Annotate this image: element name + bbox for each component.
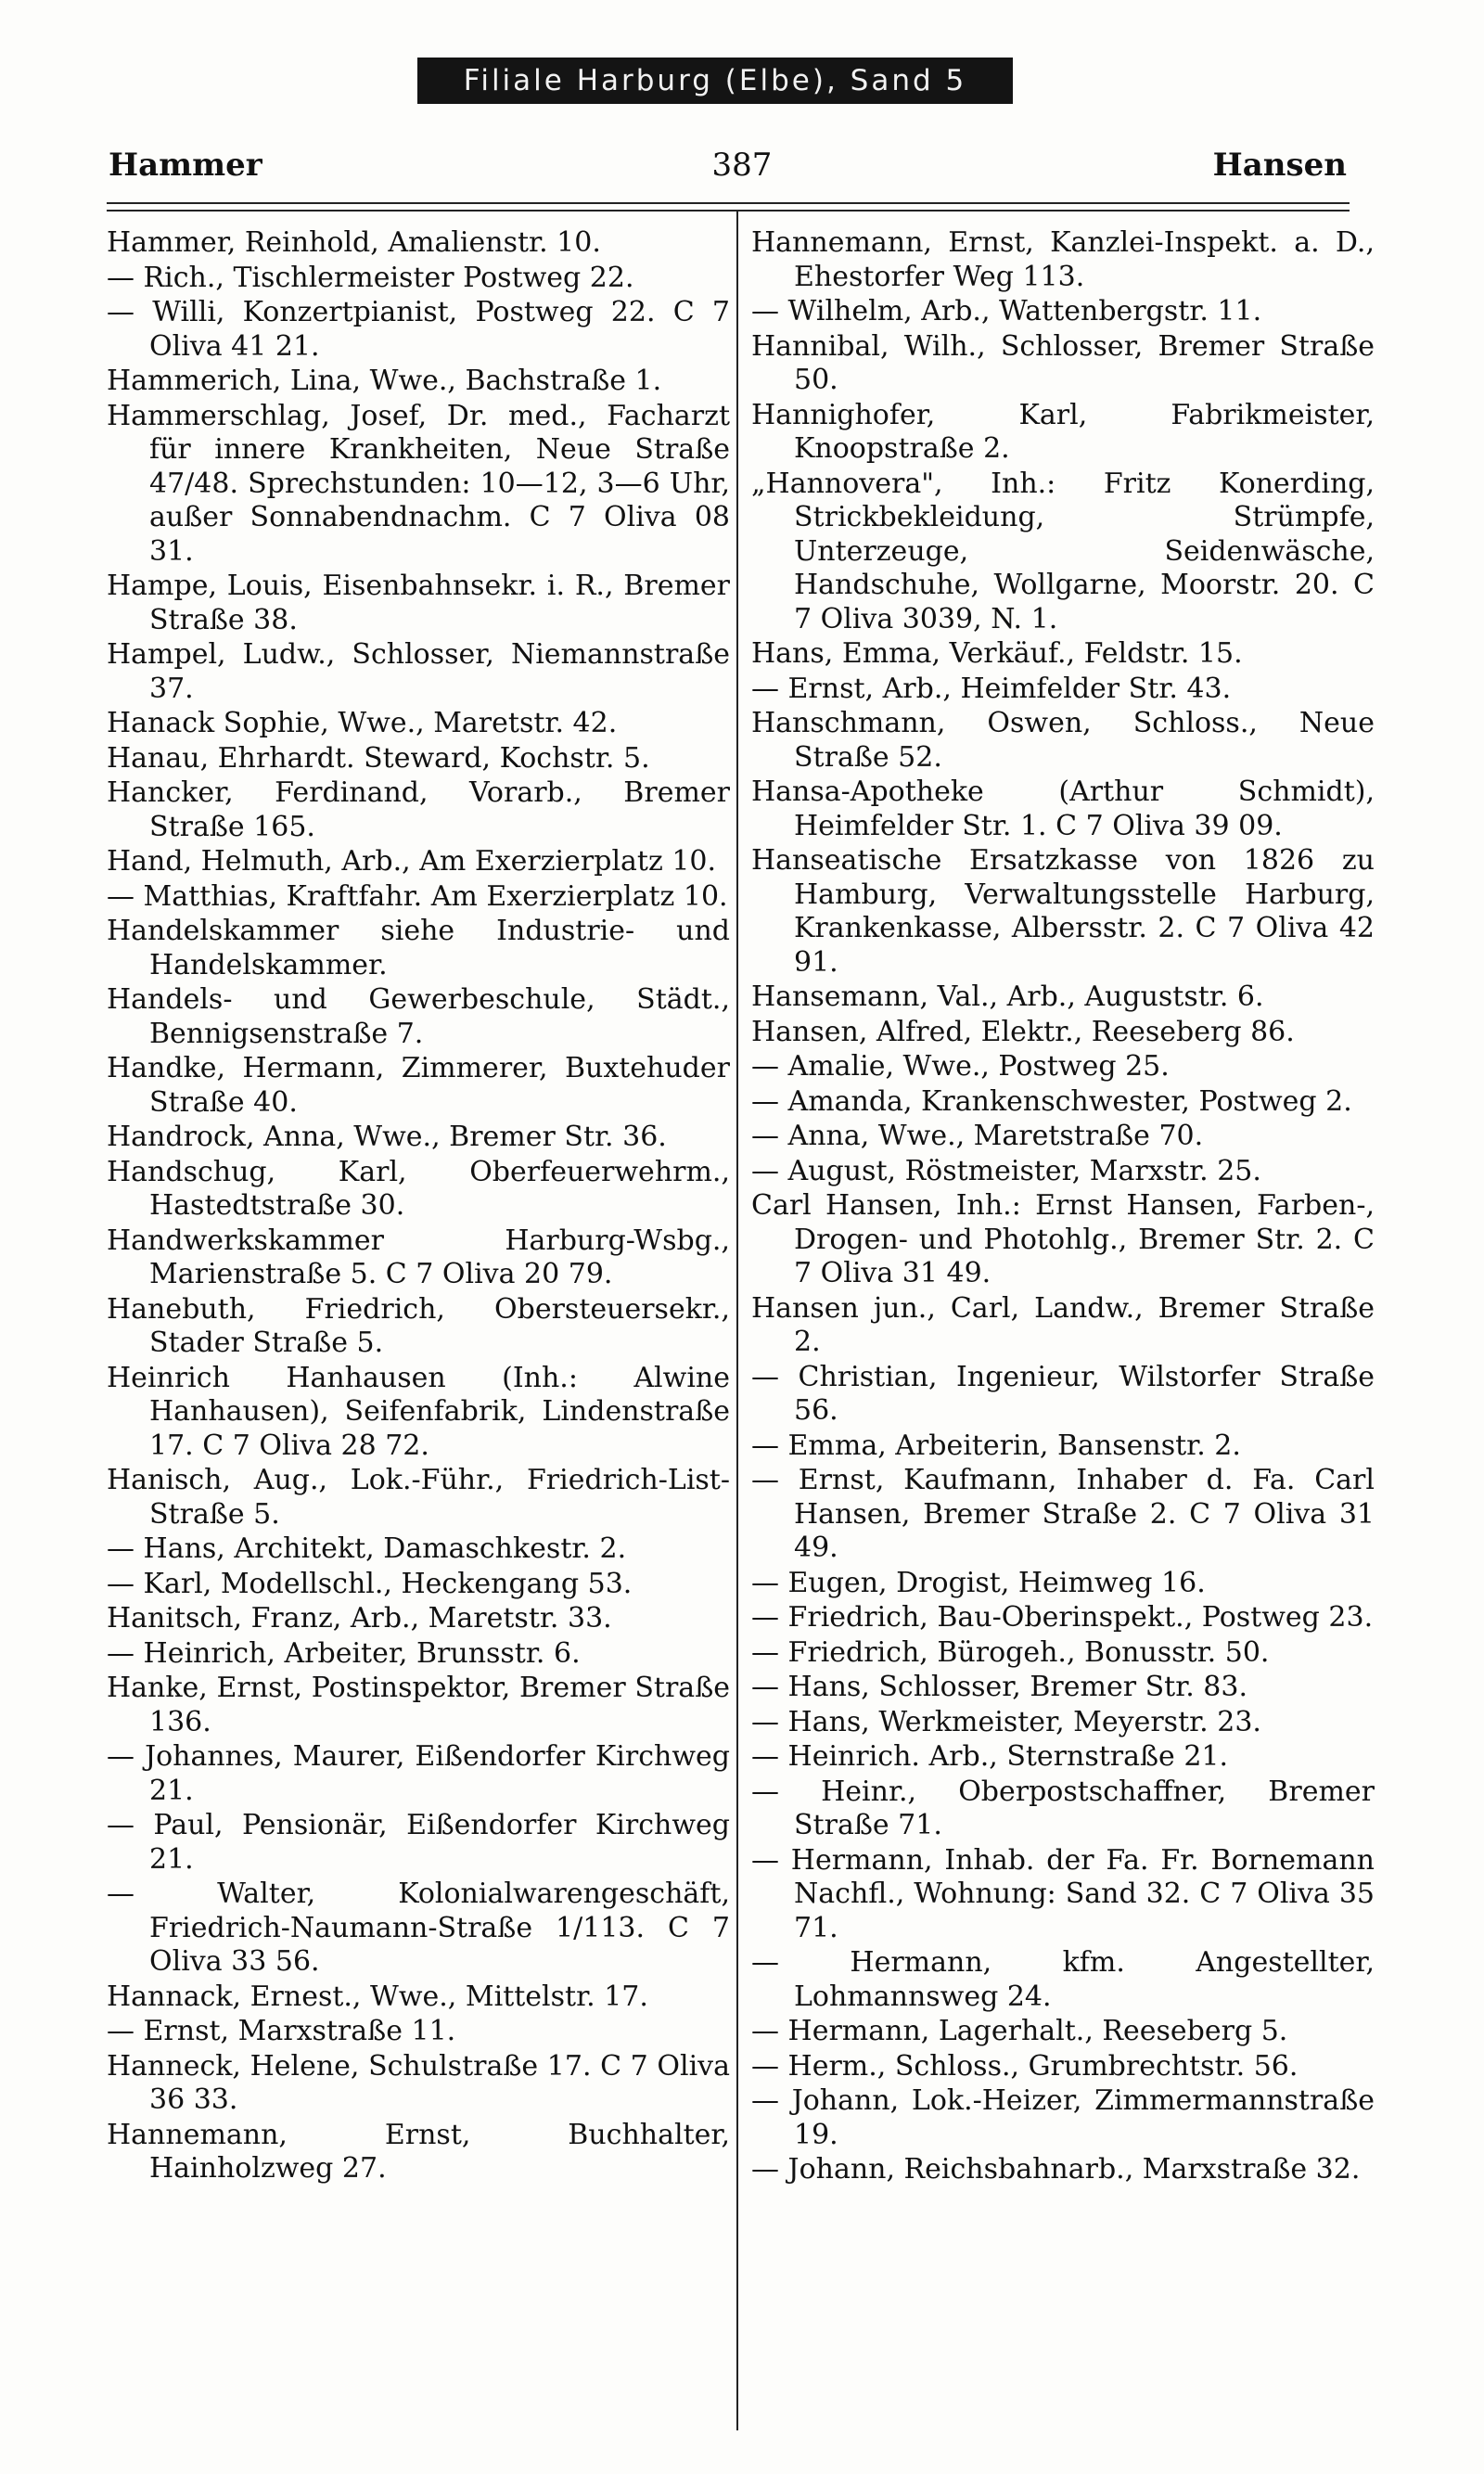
directory-entry: Handschug, Karl, Oberfeuerwehrm., Hastedtstraße 30. xyxy=(107,1155,730,1222)
directory-entry: — Johann, Reichsbahnarb., Marxstraße 32. xyxy=(751,2153,1361,2186)
directory-entry: Hand, Helmuth, Arb., Am Exerzierplatz 10. xyxy=(107,845,717,878)
right-column xyxy=(751,226,1375,2188)
directory-entry: Hansa-Apotheke (Arthur Schmidt), Heimfelder Str. 1. C 7 Oliva 39 09. xyxy=(751,776,1375,842)
directory-entry: Hanau, Ehrhardt. Steward, Kochstr. 5. xyxy=(107,741,650,775)
directory-entry: Hammer, Reinhold, Amalienstr. 10. xyxy=(107,226,601,259)
directory-entry: Hans, Emma, Verkäuf., Feldstr. 15. xyxy=(751,637,1243,670)
directory-entry: — Wilhelm, Arb., Wattenbergstr. 11. xyxy=(751,295,1262,327)
directory-entry: — August, Röstmeister, Marxstr. 25. xyxy=(751,1154,1261,1187)
directory-entry: Hannibal, Wilh., Schlosser, Bremer Straße 50. xyxy=(751,329,1375,396)
directory-entry: Handwerkskammer Harburg-Wsbg., Marienstraße 5. C 7 Oliva 20 79. xyxy=(107,1224,730,1290)
directory-entry: Hannighofer, Karl, Fabrikmeister, Knoopstraße 2. xyxy=(751,398,1375,465)
directory-entry: Carl Hansen, Inh.: Ernst Hansen, Farben-, Drogen- und Photohlg., Bremer Str. 2. C 7 Oliva 31 49. xyxy=(751,1189,1375,1289)
directory-entry: Hanke, Ernst, Postinspektor, Bremer Straße 136. xyxy=(107,1672,730,1738)
directory-entry: — Eugen, Drogist, Heimweg 16. xyxy=(751,1566,1206,1599)
directory-entry: Hampel, Ludw., Schlosser, Niemannstraße 37. xyxy=(107,638,730,705)
directory-entry: — Friedrich, Bau-Oberinspekt., Postweg 23. xyxy=(751,1601,1374,1634)
directory-entry: — Hans, Architekt, Damaschkestr. 2. xyxy=(107,1532,627,1565)
directory-entry: Hansen jun., Carl, Landw., Bremer Straße 2. xyxy=(751,1291,1375,1358)
directory-entry: — Walter, Kolonialwarengeschäft, Friedrich-Naumann-Straße 1/113. C 7 Oliva 33 56. xyxy=(107,1878,730,1978)
directory-entry: — Amanda, Krankenschwester, Postweg 2. xyxy=(751,1084,1352,1118)
directory-entry: — Christian, Ingenieur, Wilstorfer Straße 56. xyxy=(751,1360,1375,1427)
directory-entry: Hanebuth, Friedrich, Obersteuersekr., Stader Straße 5. xyxy=(107,1292,730,1359)
directory-entry: — Ernst, Arb., Heimfelder Str. 43. xyxy=(751,672,1232,705)
column-divider xyxy=(736,212,738,2430)
directory-entry: — Hermann, kfm. Angestellter, Lohmannsweg 24. xyxy=(751,1946,1375,2013)
directory-entry: — Hermann, Lagerhalt., Reeseberg 5. xyxy=(751,2015,1288,2047)
directory-entry: — Herm., Schloss., Grumbrechtstr. 56. xyxy=(751,2049,1298,2083)
directory-entry: — Emma, Arbeiterin, Bansenstr. 2. xyxy=(751,1429,1241,1462)
running-head-right: Hansen xyxy=(1212,147,1347,184)
directory-entry: Hammerschlag, Josef, Dr. med., Facharzt für innere Krankheiten, Neue Straße 47/48. Sprechstunden: 10—12, 3—6 Uhr, außer Sonnabendnachm. C 7 Oliva 08 31. xyxy=(107,399,730,568)
directory-entry: Hanschmann, Oswen, Schloss., Neue Straße 52. xyxy=(751,707,1375,774)
directory-entry: — Karl, Modellschl., Heckengang 53. xyxy=(107,1567,633,1600)
directory-entry: — Anna, Wwe., Maretstraße 70. xyxy=(751,1120,1204,1152)
directory-entry: — Rich., Tischlermeister Postweg 22. xyxy=(107,261,634,294)
directory-entry: — Matthias, Kraftfahr. Am Exerzierplatz 10. xyxy=(107,879,728,913)
directory-entry: Handke, Hermann, Zimmerer, Buxtehuder Straße 40. xyxy=(107,1052,730,1119)
directory-entry: — Ernst, Kaufmann, Inhaber d. Fa. Carl Hansen, Bremer Straße 2. C 7 Oliva 31 49. xyxy=(751,1464,1375,1564)
left-column xyxy=(107,226,730,2187)
directory-entry: Handelskammer siehe Industrie- und Handelskammer. xyxy=(107,915,730,981)
directory-entry: — Willi, Konzertpianist, Postweg 22. C 7 Oliva 41 21. xyxy=(107,296,730,363)
header-rule-double xyxy=(107,210,1350,212)
directory-entry: — Paul, Pensionär, Eißendorfer Kirchweg 21. xyxy=(107,1809,730,1876)
directory-entry: — Amalie, Wwe., Postweg 25. xyxy=(751,1050,1170,1083)
directory-entry: Handels- und Gewerbeschule, Städt., Bennigsenstraße 7. xyxy=(107,983,730,1050)
directory-entry: — Hermann, Inhab. der Fa. Fr. Bornemann Nachfl., Wohnung: Sand 32. C 7 Oliva 35 71. xyxy=(751,1843,1375,1944)
page-number: 387 xyxy=(711,147,773,184)
directory-entry: Hanack Sophie, Wwe., Maretstr. 42. xyxy=(107,707,618,739)
directory-entry: — Johann, Lok.-Heizer, Zimmermannstraße 19. xyxy=(751,2084,1375,2151)
directory-entry: — Hans, Schlosser, Bremer Str. 83. xyxy=(751,1671,1248,1703)
directory-entry: „Hannovera", Inh.: Fritz Konerding, Strickbekleidung, Strümpfe, Unterzeuge, Seidenwäsche, Handschuhe, Wollgarne, Moorstr. 20. C 7 Oliva 3039, N. 1. xyxy=(751,467,1375,635)
directory-entry: Hansen, Alfred, Elektr., Reeseberg 86. xyxy=(751,1015,1295,1048)
directory-entry: Hanseatische Ersatzkasse von 1826 zu Hamburg, Verwaltungsstelle Harburg, Krankenkasse, Albersstr. 2. C 7 Oliva 42 91. xyxy=(751,844,1375,979)
directory-entry: — Johannes, Maurer, Eißendorfer Kirchweg 21. xyxy=(107,1740,730,1807)
directory-entry: Heinrich Hanhausen (Inh.: Alwine Hanhausen), Seifenfabrik, Lindenstraße 17. C 7 Oliva 28 72. xyxy=(107,1361,730,1462)
directory-entry: Hannemann, Ernst, Kanzlei-Inspekt. a. D., Ehestorfer Weg 113. xyxy=(751,226,1375,293)
directory-entry: — Ernst, Marxstraße 11. xyxy=(107,2015,456,2047)
directory-entry: Hannemann, Ernst, Buchhalter, Hainholzweg 27. xyxy=(107,2118,730,2185)
directory-entry: Hanneck, Helene, Schulstraße 17. C 7 Oliva 36 33. xyxy=(107,2049,730,2116)
directory-entry: — Hans, Werkmeister, Meyerstr. 23. xyxy=(751,1705,1261,1738)
directory-entry: — Heinrich, Arbeiter, Brunsstr. 6. xyxy=(107,1636,581,1670)
directory-entry: Hammerich, Lina, Wwe., Bachstraße 1. xyxy=(107,365,662,397)
directory-entry: — Friedrich, Bürogeh., Bonusstr. 50. xyxy=(751,1635,1270,1669)
directory-entry: Hansemann, Val., Arb., Auguststr. 6. xyxy=(751,981,1264,1013)
header-rule xyxy=(107,202,1350,204)
banner: Filiale Harburg (Elbe), Sand 5 xyxy=(417,58,1013,104)
directory-entry: Hancker, Ferdinand, Vorarb., Bremer Straße 165. xyxy=(107,776,730,843)
directory-entry: Hanisch, Aug., Lok.-Führ., Friedrich-List-Straße 5. xyxy=(107,1464,730,1531)
directory-entry: Hanitsch, Franz, Arb., Maretstr. 33. xyxy=(107,1602,612,1634)
directory-entry: Handrock, Anna, Wwe., Bremer Str. 36. xyxy=(107,1121,667,1153)
directory-entry: Hampe, Louis, Eisenbahnsekr. i. R., Bremer Straße 38. xyxy=(107,570,730,636)
directory-entry: Hannack, Ernest., Wwe., Mittelstr. 17. xyxy=(107,1980,648,2013)
directory-entry: — Heinrich. Arb., Sternstraße 21. xyxy=(751,1740,1229,1773)
directory-entry: — Heinr., Oberpostschaffner, Bremer Straße 71. xyxy=(751,1775,1375,1841)
running-head-left: Hammer xyxy=(109,147,262,184)
